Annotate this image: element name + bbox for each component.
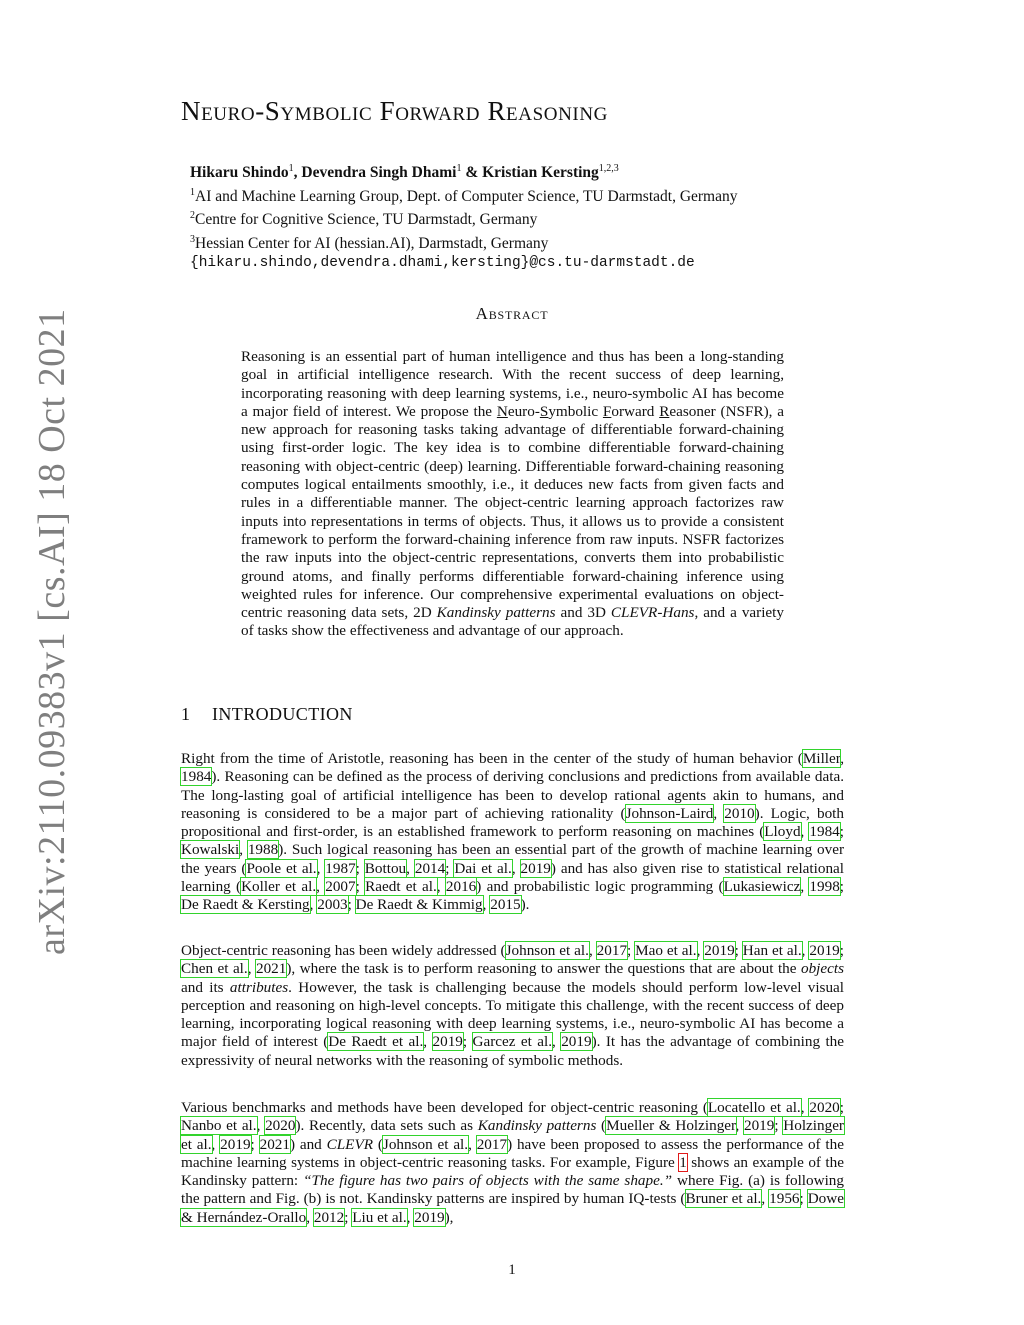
citation-link[interactable]: 2020 (265, 1117, 296, 1135)
author-affiliation-mark: 1 (288, 163, 294, 174)
body-text: , (406, 859, 415, 877)
citation-link[interactable]: 2007 (325, 878, 356, 896)
dataset-name: Kandinsky patterns (436, 604, 556, 622)
citation-link[interactable]: 2019 (220, 1135, 251, 1153)
arxiv-stamp: arXiv:2110.09383v1 [cs.AI] 18 Oct 2021 (31, 308, 73, 955)
citation-link[interactable]: Poole et al. (246, 859, 317, 877)
abstract-text-run: ymbolic (548, 402, 603, 420)
body-text: , (436, 878, 446, 896)
citation-link[interactable]: Nanbo et al. (181, 1117, 257, 1135)
body-text: , (316, 878, 326, 896)
abstract-text-run: euro- (507, 402, 540, 420)
body-text: and its (181, 978, 230, 996)
emphasis-text: attributes (229, 978, 289, 996)
body-text: , (482, 896, 491, 914)
body-text: , (468, 1135, 477, 1153)
citation-link[interactable]: 2019 (704, 942, 735, 959)
body-text: ; (355, 859, 365, 877)
body-text: . However, the task is challenging because the models should perform low-level visual perception and reasoning on high-level concepts. To mitigate this challenge, with the recent success of deep learning, incorporating logical reasoning with deep learning systems, i.e., neuro-symbolic AI has become a major field of interest ( (181, 978, 845, 1051)
abstract-text-run: , and a variety of tasks show the effectiveness and advantage of our approach. (241, 604, 784, 640)
citation-link[interactable]: Bottou (364, 859, 407, 877)
body-text: ; (839, 942, 844, 959)
body-text: ; (774, 1117, 784, 1135)
body-text: , (713, 804, 725, 822)
author-affiliation-mark: 1,2,3 (598, 163, 619, 174)
body-text: , (306, 1208, 314, 1226)
emphasis-text: CLEVR (326, 1135, 374, 1153)
abstract-text-run: and 3D (555, 604, 611, 622)
citation-link[interactable]: Lloyd (764, 823, 801, 841)
figure-reference-link[interactable]: 1 (679, 1153, 687, 1171)
body-text: ) and has also given rise to statistical relational learning ( (181, 859, 844, 896)
body-text: ; (734, 942, 743, 959)
author-name: Devendra Singh Dhami (301, 164, 457, 182)
acronym-letter: N (496, 402, 508, 420)
body-text: ) have been proposed to assess the performance of the machine learning systems in object-centric reasoning tasks. For example, Figure (181, 1135, 844, 1171)
citation-link[interactable]: 2017 (476, 1135, 508, 1153)
emphasis-text: objects (800, 960, 844, 978)
body-text: , (800, 1099, 810, 1116)
body-text: ; (344, 1208, 353, 1226)
affiliation (190, 230, 738, 254)
abstract-text-run: easoner (NSFR), a new approach for reasoning tasks taking advantage of differentiable forward-chaining using first-order logic. The key idea is to combine differentiable forward-chaining reasoning with object-centric (deep) learning. Differentiable forward-chaining reasoning computes logical entailments smoothly, i.e., it deduces new facts from given facts and rules in a differentiable manner. The object-centric learning approach factorizes raw inputs into representations in terms of objects. Thus, it allows us to provide a consistent framework to perform the forward-chaining inference from raw inputs. NSFR factorizes the raw inputs into the object-centric representations, converts them into probabilistic ground atoms, and finally performs differentiable forward-chaining inference using weighted rules for inference. Our comprehensive experimental evaluations on object-centric reasoning data sets, 2D (241, 402, 784, 622)
body-text: ( (596, 1117, 607, 1135)
citation-link[interactable]: Liu et al. (352, 1208, 407, 1226)
author-affiliation-mark: 1 (456, 163, 462, 174)
author-name: Kristian Kersting (482, 164, 599, 182)
citation-link[interactable]: Garcez et al. (472, 1033, 552, 1051)
body-text: Right from the time of Aristotle, reasoning has been in the center of the study of human behavior ( (181, 750, 803, 767)
citation-link[interactable]: De Raedt et al. (328, 1033, 424, 1051)
citation-link[interactable]: 2017 (596, 942, 628, 959)
body-text: , (552, 1033, 562, 1051)
citation-link[interactable]: 2021 (259, 1135, 290, 1153)
citation-link[interactable]: 1984 (809, 823, 840, 841)
body-text: , (588, 942, 597, 959)
citation-link[interactable]: Han et al. (742, 942, 802, 959)
body-text: , (840, 750, 844, 767)
citation-link[interactable]: Koller et al. (241, 878, 317, 896)
citation-link[interactable]: 2012 (313, 1208, 345, 1226)
intro-paragraph-3 (181, 1099, 844, 1227)
affiliation-mark: 3 (190, 233, 195, 245)
citation-link[interactable]: 2019 (432, 1033, 463, 1051)
body-text: shows an example of the Kandinsky pattern: (181, 1153, 844, 1190)
body-text: Various benchmarks and methods have been developed for object-centric reasoning ( (181, 1099, 708, 1116)
abstract-text-run: Reasoning is an essential part of human intelligence and thus has been a long-standing goal in artificial intelligence research. With the recent success of deep learning, incorporating reasoning with deep learning systems, i.e., neuro-symbolic AI has become a major field of interest. We propose the (241, 348, 784, 420)
citation-link[interactable]: 1988 (247, 841, 279, 859)
body-text: ; (799, 1190, 808, 1208)
citation-link[interactable]: Johnson-Laird (625, 804, 714, 822)
paper-title: Neuro-Symbolic Forward Reasoning (181, 96, 608, 126)
body-text: , (801, 942, 810, 959)
body-text: ), where the task is to perform reasoning to answer the questions that are about the (286, 960, 801, 978)
citation-link[interactable]: 2015 (490, 896, 521, 914)
author-separator: & (461, 164, 483, 182)
abstract-heading: Abstract (475, 304, 549, 323)
body-text: , (735, 1117, 744, 1135)
affiliation-mark: 2 (190, 210, 195, 222)
body-text: ). Such logical reasoning has been an essential part of the growth of machine learning over the years ( (181, 841, 845, 877)
body-text: , (256, 1117, 266, 1135)
citation-link[interactable]: Lukasiewicz (723, 878, 801, 896)
body-text: ; (839, 878, 845, 896)
author-block (190, 159, 738, 273)
body-text: ). It has the advantage of combining the expressivity of neural networks with the reasoning of symbolic methods. (181, 1033, 844, 1069)
author-name: Hikaru Shindo (190, 164, 289, 182)
body-text: , (309, 896, 318, 914)
body-text: ; (627, 942, 636, 959)
body-text: , (247, 960, 256, 978)
section-number: 1 (181, 704, 191, 724)
citation-link[interactable]: 2003 (317, 896, 348, 914)
acronym-letter: R (659, 402, 670, 420)
citation-link[interactable]: Miller (802, 750, 841, 767)
citation-link[interactable]: Johnson et al. (505, 942, 589, 959)
citation-link[interactable]: Mao et al. (635, 942, 697, 959)
intro-paragraph-2 (181, 942, 844, 1070)
citation-link[interactable]: 1956 (769, 1190, 800, 1208)
citation-link[interactable]: 2021 (255, 960, 287, 978)
body-text: , (239, 841, 248, 859)
body-text: , (511, 859, 521, 877)
body-text: ( (373, 1135, 383, 1153)
citation-link[interactable]: Chen et al. (181, 960, 248, 978)
citation-link[interactable]: 2019 (414, 1208, 445, 1226)
citation-link[interactable]: De Raedt & Kersting (181, 896, 310, 914)
citation-link[interactable]: 1987 (325, 859, 356, 877)
citation-link[interactable]: Dowe & Hernández-Orallo (181, 1190, 844, 1226)
citation-link[interactable]: 2019 (743, 1117, 775, 1135)
body-text: ; (839, 823, 844, 841)
body-text: ). (520, 896, 530, 914)
author-names (190, 159, 738, 183)
citation-link[interactable]: 2019 (561, 1033, 592, 1051)
affiliation (190, 206, 738, 230)
citation-link[interactable]: 2016 (445, 878, 477, 896)
citation-link[interactable]: 2019 (809, 942, 840, 959)
body-text: , (423, 1033, 433, 1051)
citation-link[interactable]: 1984 (181, 768, 212, 786)
body-text: ). Reasoning can be defined as the process of deriving conclusions and predictions from available data. The long-lasting goal of artificial intelligence has been to develop rational agents akin to humans, and reasoning is considered to be a major part of achieving rationality ( (181, 768, 844, 822)
page-number: 1 (508, 1262, 516, 1278)
citation-link[interactable]: Dai et al. (454, 859, 512, 877)
body-text: , (316, 859, 326, 877)
citation-link[interactable]: 2014 (414, 859, 446, 877)
body-text: , (211, 1135, 221, 1153)
body-text: where Fig. (a) is following the pattern and Fig. (b) is not. Kandinsky patterns are inspired by human IQ-tests ( (181, 1172, 844, 1208)
intro-paragraph-1 (181, 750, 844, 915)
body-text: ). Recently, data sets such as (295, 1117, 478, 1135)
acronym-letter: F (602, 402, 612, 420)
affiliation-mark: 1 (190, 186, 195, 198)
body-text: ; (250, 1135, 260, 1153)
body-text: ). Logic, both propositional and first-order, is an established framework to perform reasoning on machines ( (181, 804, 844, 841)
affiliation-text: Hessian Center for AI (hessian.AI), Darmstadt, Germany (195, 235, 549, 253)
affiliation (190, 183, 738, 207)
body-text: , (696, 942, 705, 959)
author-separator: , (293, 164, 302, 182)
body-text: ; (445, 859, 455, 877)
citation-link[interactable]: 1998 (809, 878, 840, 896)
body-text: ; (355, 878, 366, 896)
citation-link[interactable]: Raedt et al. (365, 878, 437, 896)
email-addresses: {hikaru.shindo,devendra.dhami,kersting}@cs.tu-darmstadt.de (190, 254, 695, 271)
body-text: , (800, 823, 810, 841)
acronym-letter: S (539, 402, 549, 420)
body-text: , (406, 1208, 415, 1226)
affiliation-text: Centre for Cognitive Science, TU Darmstadt, Germany (195, 211, 538, 229)
body-text: ; (462, 1033, 473, 1051)
body-text: ), (444, 1208, 454, 1226)
citation-link[interactable]: 2019 (520, 859, 551, 877)
emphasis-text: Kandinsky patterns (477, 1117, 597, 1135)
citation-link[interactable]: Mueller & Holzinger (606, 1117, 736, 1135)
dataset-name: CLEVR-Hans (610, 604, 695, 622)
body-text: , (761, 1190, 770, 1208)
body-text: ; (347, 896, 356, 914)
affiliation-text: AI and Machine Learning Group, Dept. of Computer Science, TU Darmstadt, Germany (195, 187, 738, 205)
abstract-text (241, 348, 784, 641)
body-text: ) and (289, 1135, 327, 1153)
citation-link[interactable]: 2010 (724, 804, 755, 822)
citation-link[interactable]: De Raedt & Kimmig (355, 896, 483, 914)
citation-link[interactable]: Johnson et al. (382, 1135, 469, 1153)
section-title: INTRODUCTION (212, 704, 353, 724)
abstract-text-run: orward (611, 402, 660, 420)
quoted-pattern-rule: “The figure has two pairs of objects with the same shape.” (303, 1172, 673, 1190)
section-heading (181, 704, 353, 725)
body-text: Object-centric reasoning has been widely addressed ( (181, 942, 506, 959)
citation-link[interactable]: Holzinger et al. (181, 1117, 844, 1153)
citation-link[interactable]: Bruner et al. (685, 1190, 762, 1208)
citation-link[interactable]: Kowalski (181, 841, 240, 859)
citation-link[interactable]: Locatello et al. (707, 1099, 801, 1116)
body-text: ) and probabilistic logic programming ( (476, 878, 724, 896)
citation-link[interactable]: 2020 (809, 1099, 840, 1116)
body-text: , (800, 878, 810, 896)
body-text: ; (839, 1099, 844, 1116)
